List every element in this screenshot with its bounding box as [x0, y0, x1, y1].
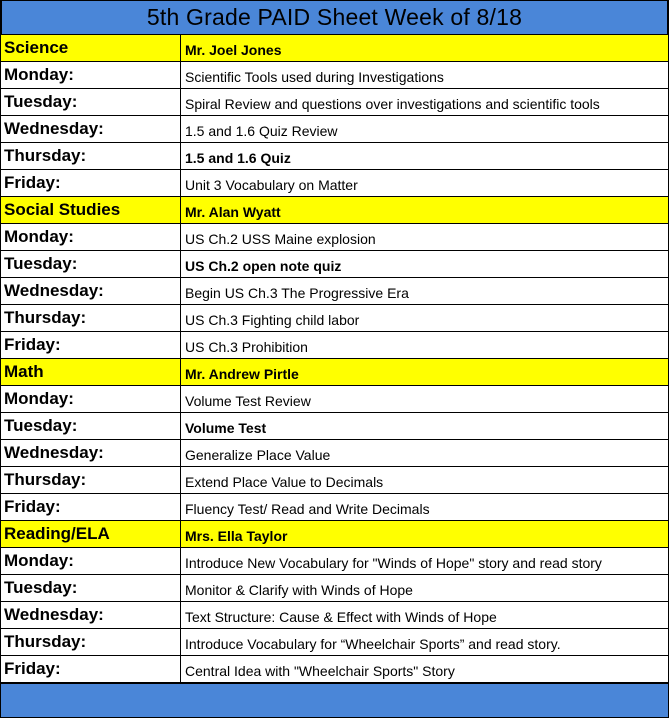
lesson-topic: Introduce Vocabulary for “Wheelchair Sports” and read story. — [185, 636, 561, 652]
subject-name: Math — [1, 359, 181, 385]
day-label: Wednesday: — [1, 440, 181, 466]
lesson-topic: Begin US Ch.3 The Progressive Era — [185, 285, 409, 301]
day-row — [1, 89, 668, 116]
day-row — [1, 251, 668, 278]
day-label: Monday: — [1, 548, 181, 574]
subject-name: Social Studies — [1, 197, 181, 223]
day-row — [1, 62, 668, 89]
day-row — [1, 170, 668, 197]
day-row — [1, 575, 668, 602]
day-label: Thursday: — [1, 305, 181, 331]
lesson-topic: US Ch.3 Prohibition — [185, 339, 308, 355]
section-header-row — [1, 197, 668, 224]
lesson-topic: Volume Test — [185, 420, 267, 436]
day-label: Thursday: — [1, 629, 181, 655]
day-row — [1, 143, 668, 170]
day-label: Monday: — [1, 224, 181, 250]
day-label: Friday: — [1, 332, 181, 358]
lesson-topic: Extend Place Value to Decimals — [185, 474, 384, 490]
section-header-row — [1, 359, 668, 386]
lesson-topic: US Ch.3 Fighting child labor — [185, 312, 360, 328]
lesson-topic: Spiral Review and questions over investigations and scientific tools — [185, 96, 600, 112]
day-label: Wednesday: — [1, 116, 181, 142]
schedule-table — [1, 35, 668, 683]
day-row — [1, 548, 668, 575]
subject-name: Reading/ELA — [1, 521, 181, 547]
day-label: Wednesday: — [1, 278, 181, 304]
day-row — [1, 332, 668, 359]
day-row — [1, 278, 668, 305]
day-row — [1, 602, 668, 629]
teacher-name: Mr. Alan Wyatt — [185, 204, 281, 220]
day-row — [1, 629, 668, 656]
day-label: Friday: — [1, 170, 181, 196]
day-row — [1, 494, 668, 521]
lesson-topic: 1.5 and 1.6 Quiz — [185, 150, 291, 166]
day-label: Wednesday: — [1, 602, 181, 628]
teacher-name: Mr. Joel Jones — [185, 42, 282, 58]
lesson-topic: Monitor & Clarify with Winds of Hope — [185, 582, 413, 598]
subject-name: Science — [1, 35, 181, 61]
day-label: Tuesday: — [1, 89, 181, 115]
day-row — [1, 305, 668, 332]
day-label: Thursday: — [1, 467, 181, 493]
day-label: Monday: — [1, 62, 181, 88]
lesson-topic: Central Idea with "Wheelchair Sports" Story — [185, 663, 455, 679]
section-header-row — [1, 35, 668, 62]
teacher-name: Mr. Andrew Pirtle — [185, 366, 299, 382]
day-row — [1, 224, 668, 251]
day-label: Friday: — [1, 494, 181, 520]
lesson-topic: Generalize Place Value — [185, 447, 331, 463]
day-row — [1, 467, 668, 494]
day-label: Monday: — [1, 386, 181, 412]
lesson-topic: Text Structure: Cause & Effect with Winds of Hope — [185, 609, 497, 625]
lesson-topic: US Ch.2 open note quiz — [185, 258, 342, 274]
day-row — [1, 386, 668, 413]
lesson-topic: 1.5 and 1.6 Quiz Review — [185, 123, 338, 139]
lesson-topic: Introduce New Vocabulary for "Winds of Hope" story and read story — [185, 555, 602, 571]
day-label: Tuesday: — [1, 251, 181, 277]
day-label: Thursday: — [1, 143, 181, 169]
day-label: Friday: — [1, 656, 181, 682]
teacher-name: Mrs. Ella Taylor — [185, 528, 288, 544]
day-label: Tuesday: — [1, 413, 181, 439]
section-header-row — [1, 521, 668, 548]
day-row — [1, 440, 668, 467]
lesson-topic: US Ch.2 USS Maine explosion — [185, 231, 376, 247]
lesson-topic: Unit 3 Vocabulary on Matter — [185, 177, 358, 193]
day-row — [1, 413, 668, 440]
lesson-topic: Volume Test Review — [185, 393, 311, 409]
footer-bar — [1, 683, 668, 718]
lesson-topic: Fluency Test/ Read and Write Decimals — [185, 501, 430, 517]
day-label: Tuesday: — [1, 575, 181, 601]
day-row — [1, 656, 668, 683]
sheet-title: 5th Grade PAID Sheet Week of 8/18 — [1, 0, 668, 35]
day-row — [1, 116, 668, 143]
lesson-topic: Scientific Tools used during Investigations — [185, 69, 444, 85]
